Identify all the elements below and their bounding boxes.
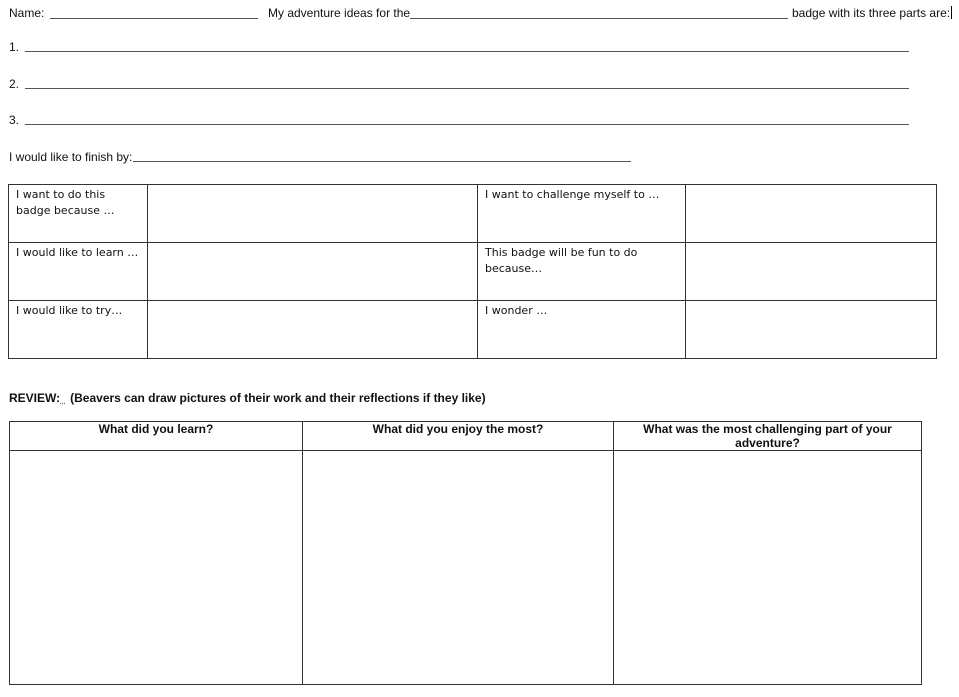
plan-answer-cell[interactable] <box>148 243 478 301</box>
plan-prompt: I would like to learn … <box>16 246 139 259</box>
part-2-field[interactable] <box>25 88 909 89</box>
plan-prompt: I want to do this badge because … <box>16 188 115 217</box>
review-answer-cell[interactable] <box>303 451 614 685</box>
part-1-label: 1. <box>9 40 20 54</box>
plan-prompt-cell <box>478 185 686 243</box>
table-row <box>9 185 937 243</box>
table-row <box>10 422 922 451</box>
name-label: Name: <box>9 6 45 20</box>
review-heading-note: (Beavers can draw pictures of their work and their reflections if they like) <box>66 391 486 405</box>
review-answer-cell[interactable] <box>614 451 922 685</box>
plan-prompt-cell <box>9 185 148 243</box>
name-field[interactable] <box>50 18 258 19</box>
plan-prompt-cell <box>9 301 148 359</box>
review-table <box>9 421 922 685</box>
table-row <box>9 243 937 301</box>
part-3-label: 3. <box>9 113 20 127</box>
plan-answer-cell[interactable] <box>148 301 478 359</box>
planning-table <box>8 184 937 359</box>
part-2-label: 2. <box>9 77 20 91</box>
badge-parts-label: badge with its three parts are: <box>792 6 951 20</box>
plan-prompt: This badge will be fun to do because… <box>485 246 638 275</box>
part-3-field[interactable] <box>25 124 909 125</box>
plan-answer-cell[interactable] <box>148 185 478 243</box>
plan-prompt-cell <box>478 301 686 359</box>
review-column-header: What was the most challenging part of your adventure? <box>614 422 922 451</box>
plan-prompt-cell <box>9 243 148 301</box>
adventure-ideas-label: My adventure ideas for the <box>268 6 411 20</box>
finish-by-field[interactable] <box>133 161 631 162</box>
badge-name-field[interactable] <box>410 18 788 19</box>
table-row <box>9 301 937 359</box>
table-row <box>10 451 922 685</box>
review-column-header: What did you enjoy the most? <box>303 422 614 451</box>
review-heading <box>9 391 486 405</box>
review-heading-prefix: REVIEW: <box>9 391 61 405</box>
finish-by-label: I would like to finish by: <box>9 150 133 164</box>
plan-prompt-cell <box>478 243 686 301</box>
review-answer-cell[interactable] <box>10 451 303 685</box>
review-column-header: What did you learn? <box>10 422 303 451</box>
plan-answer-cell[interactable] <box>686 243 937 301</box>
plan-prompt: I wonder … <box>485 304 548 317</box>
review-heading-spacer <box>60 391 67 405</box>
plan-prompt: I want to challenge myself to … <box>485 188 660 201</box>
text-cursor <box>951 6 952 19</box>
plan-answer-cell[interactable] <box>686 301 937 359</box>
plan-prompt: I would like to try… <box>16 304 123 317</box>
plan-answer-cell[interactable] <box>686 185 937 243</box>
part-1-field[interactable] <box>25 51 909 52</box>
